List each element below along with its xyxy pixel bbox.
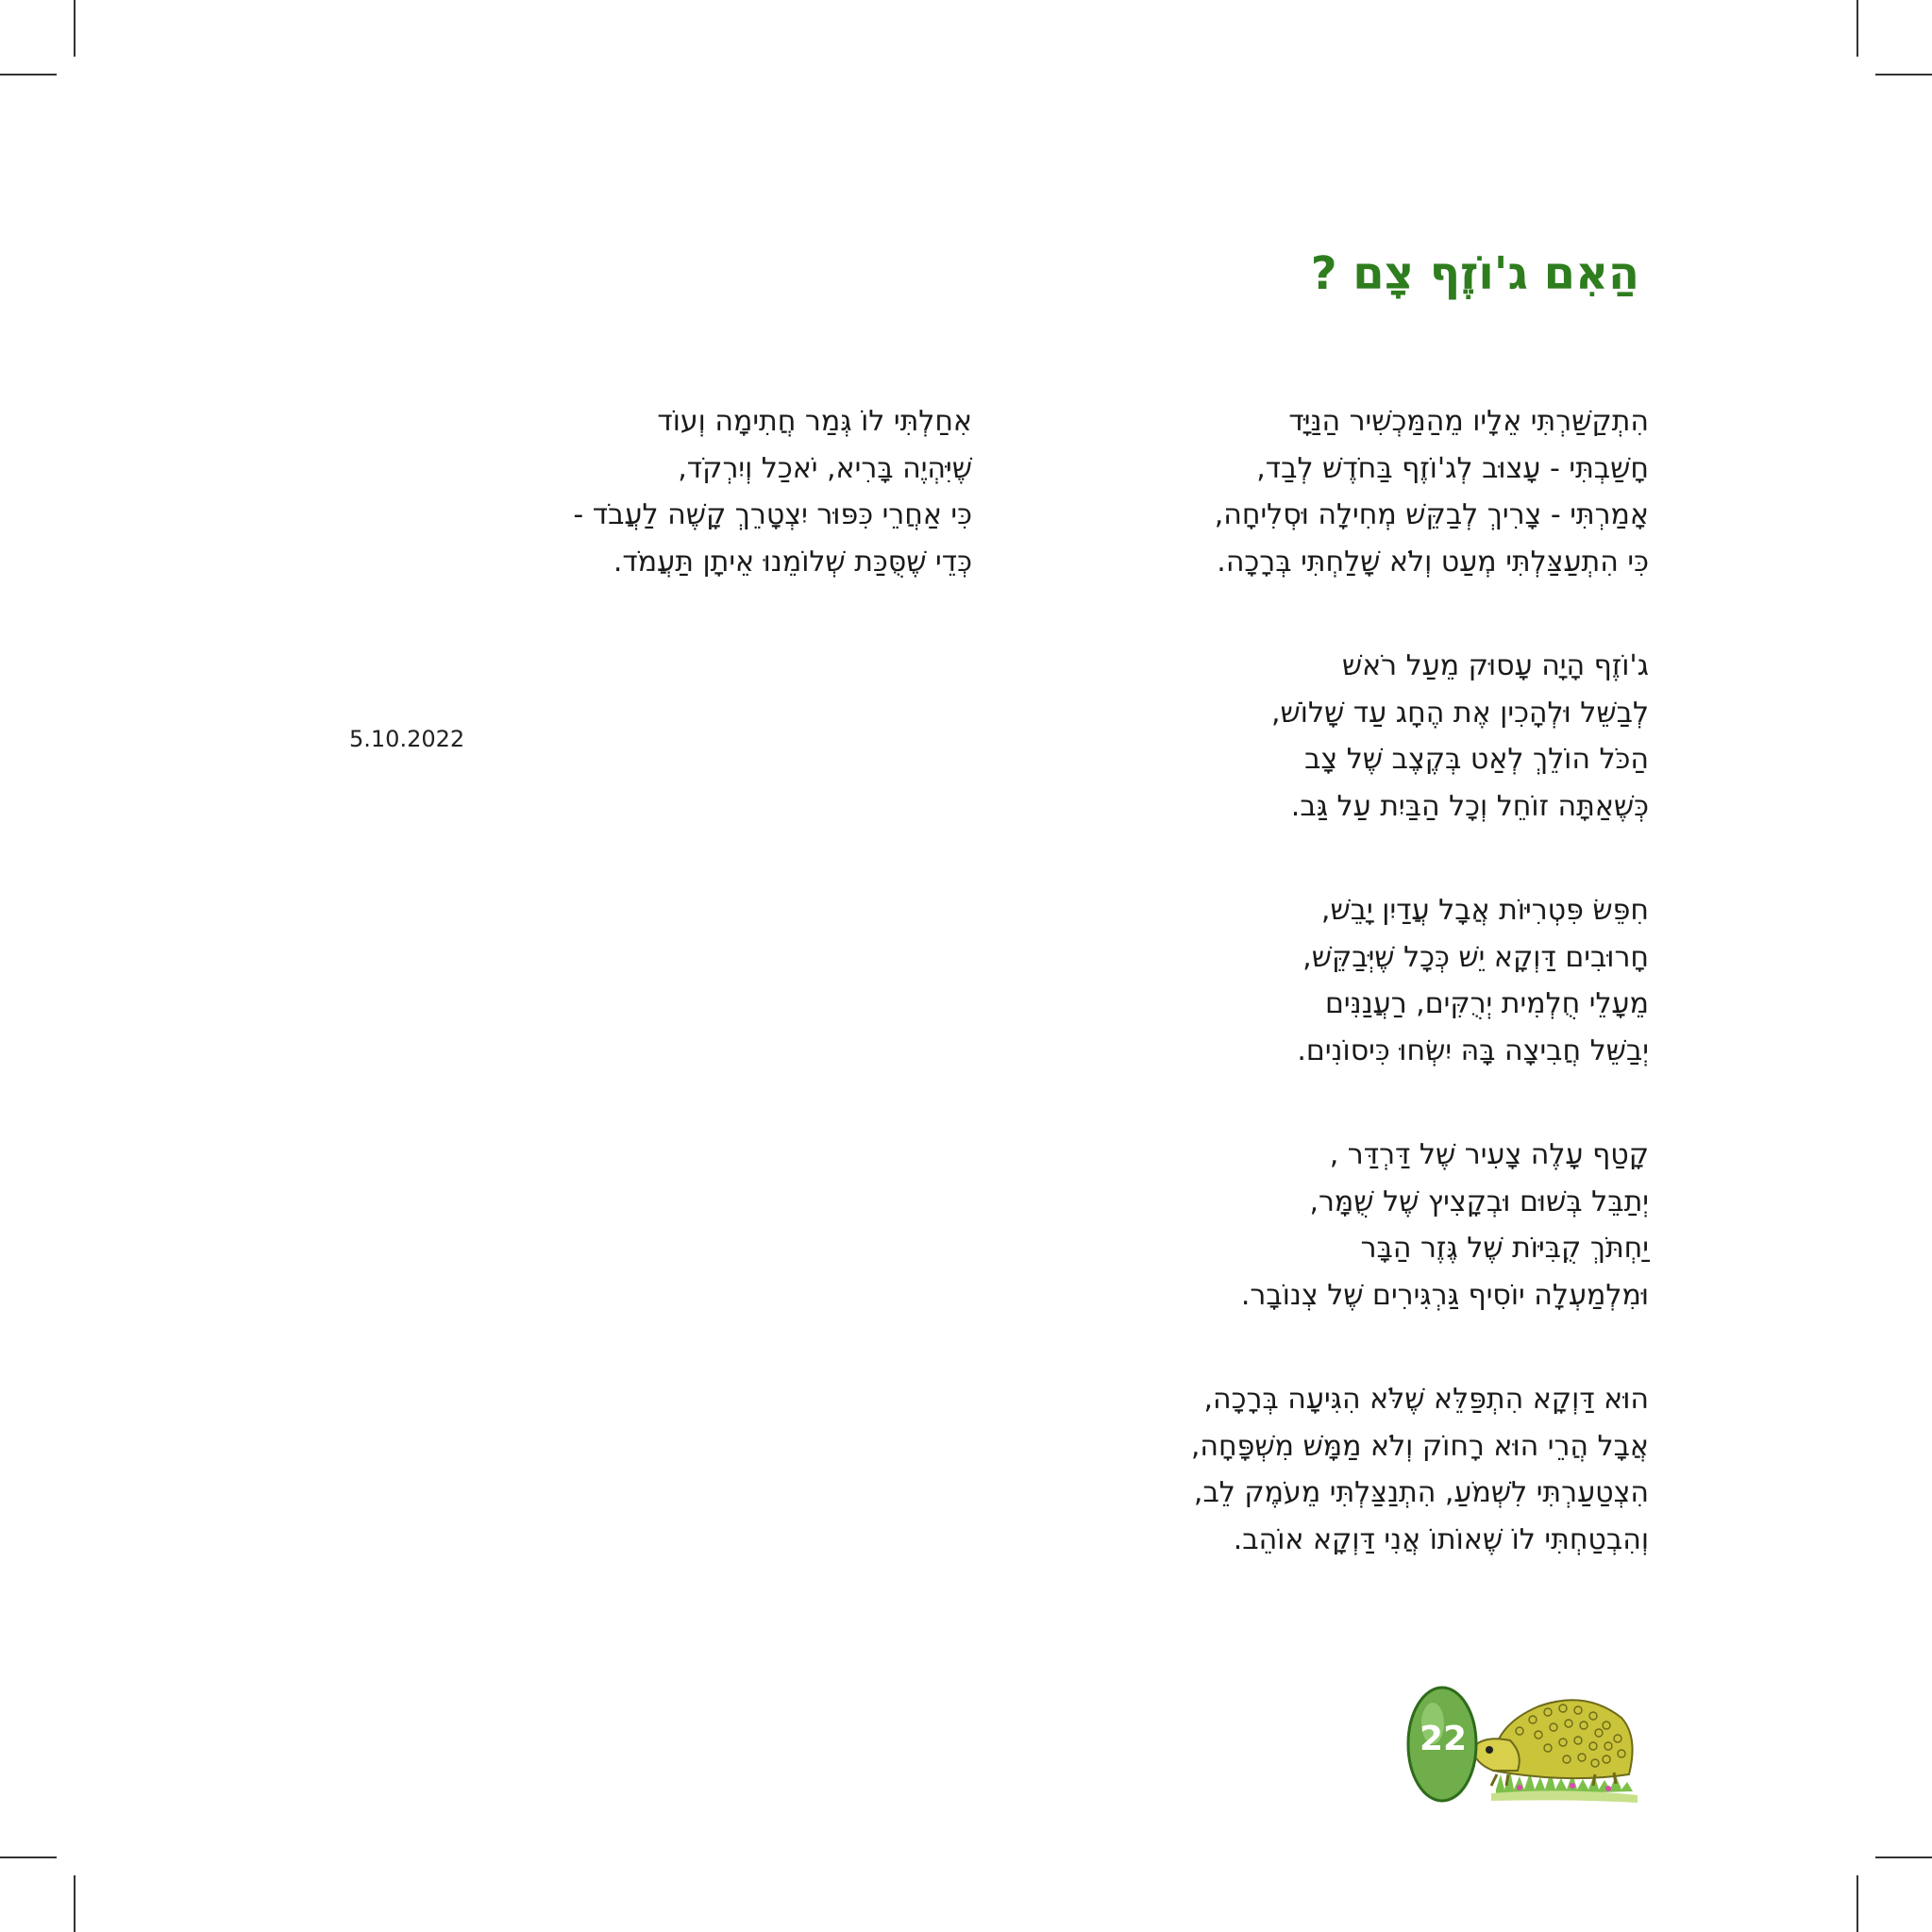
poem-line: ג'וֹזֶף הָיָה עָסוּק מֵעַל רֹאשׁ — [1341, 649, 1649, 682]
poem-line: חָרוּבִים דַּוְקָא יֵשׁ כְּכָל שֶׁיְּבַקֵּשׁ, — [1302, 940, 1649, 974]
poem-line: יַחְתֹּךְ קֻבִּיּוֹת שֶׁל גֶּזֶר הַבָּר — [1360, 1232, 1649, 1265]
poem-line: לְבַשֵּׁל וּלְהָכִין אֶת הֶחָג עַד שָׁלוֹשׁ, — [1270, 696, 1649, 730]
crop-mark-top-left — [74, 0, 76, 57]
stanza — [1191, 1376, 1649, 1563]
crop-mark-bottom-right — [1856, 1875, 1858, 1932]
poem-title: הַאִם ג'וֹזֶף צָם ? — [1310, 247, 1639, 300]
poem-line: הַכֹּל הוֹלֵךְ לְאַט בְּקֶצֶב שֶׁל צָב — [1304, 743, 1649, 776]
poem-right-column — [1191, 398, 1649, 1563]
poem-line: שֶׁיִּהְיֶה בָּרִיא, יֹאכַל וְיִרְקֹד, — [678, 451, 972, 485]
poem-line: כְּשֶׁאַתָּה זוֹחֵל וְכָל הַבַּיִת עַל גַּב. — [1290, 789, 1649, 823]
poem-line: אָמַרְתִּי - צָרִיךְ לְבַקֵּשׁ מְחִילָה וּסְלִיחָה, — [1214, 498, 1649, 531]
poem-line: הִצְטַעַרְתִּי לִשְׁמֹעַ, הִתְנַצַּלְתִּי מֵעֹמֶק לֵב, — [1193, 1476, 1649, 1509]
crop-mark-bottom-left — [74, 1875, 76, 1932]
page-number: 22 — [1419, 1720, 1468, 1758]
poem-line: כִּי אַחֲרֵי כִּפּוּר יִצְטָרֵךְ קָשֶׁה לַעֲבֹד - — [573, 498, 972, 531]
poem-left-column — [573, 398, 972, 585]
poem-date: 5.10.2022 — [349, 726, 465, 752]
poem-line: כִּי הִתְעַצַּלְתִּי מְעַט וְלֹא שָׁלַחְתִּי בְּרָכָה. — [1217, 545, 1649, 579]
poem-line: הוּא דַּוְקָא הִתְפַּלֵּא שֶׁלֹּא הִגִּיעָה בְּרָכָה, — [1203, 1383, 1649, 1416]
poem-line: אִחַלְתִּי לוֹ גְּמַר חֲתִימָה וְעוֹד — [657, 405, 972, 438]
poem-line: כְּדֵי שֶׁסֻּכַּת שְׁלוֹמֵנוּ אֵיתָן תַּעֲמֹד. — [613, 545, 972, 579]
hedgehog-icon — [1471, 1700, 1633, 1786]
poem-line: וּמִלְמַעְלָה יוֹסִיף גַּרְגִּירִים שֶׁל צְנוֹבָר. — [1240, 1278, 1649, 1312]
stanza — [573, 398, 972, 585]
stanza — [1191, 398, 1649, 585]
stanza — [1191, 1132, 1649, 1319]
crop-mark-bottom-right-h — [1875, 1856, 1932, 1858]
crop-mark-bottom-left-h — [0, 1856, 57, 1858]
poem-line: יְתַבֵּל בְּשׁוּם וּבְקָצִיץ שֶׁל שֻׁמָּר, — [1309, 1184, 1649, 1218]
stanza — [1191, 643, 1649, 830]
crop-mark-top-left-h — [0, 74, 57, 76]
poem-line: וְהִבְטַחְתִּי לוֹ שֶׁאוֹתוֹ אֲנִי דַּוְקָא אוֹהֵב. — [1233, 1522, 1649, 1556]
crop-mark-top-right-h — [1875, 74, 1932, 76]
poem-line: אֲבָל הֲרֵי הוּא רָחוֹק וְלֹא מַמָּשׁ מִשְׁפָּחָה, — [1190, 1429, 1649, 1463]
poem-line: מֵעָלֵי חֻלְמִית יְרֻקִּים, רַעֲנַנִּים — [1325, 987, 1649, 1020]
crop-mark-top-right — [1856, 0, 1858, 57]
poem-line: יְבַשֵּׁל חֲבִיצָה בָּהּ יִשְׂחוּ כִּיסוֹנִים. — [1297, 1033, 1649, 1067]
poem-line: קָטַף עָלֶה צָעִיר שֶׁל דַּרְדַּר , — [1329, 1138, 1649, 1171]
poem-line: חִפֵּשׂ פִּטְרִיּוֹת אֲבָל עֲדַיִן יָבֵשׁ, — [1320, 894, 1649, 927]
poem-line: חָשַׁבְתִּי - עָצוּב לְג'וֹזֶף בַּחֹדֶשׁ לְבַד, — [1256, 451, 1649, 485]
stanza — [1191, 887, 1649, 1074]
poem-line: הִתְקַשַּׁרְתִּי אֵלָיו מֵהַמַּכְשִׁיר הַנַּיָּד — [1288, 405, 1649, 438]
